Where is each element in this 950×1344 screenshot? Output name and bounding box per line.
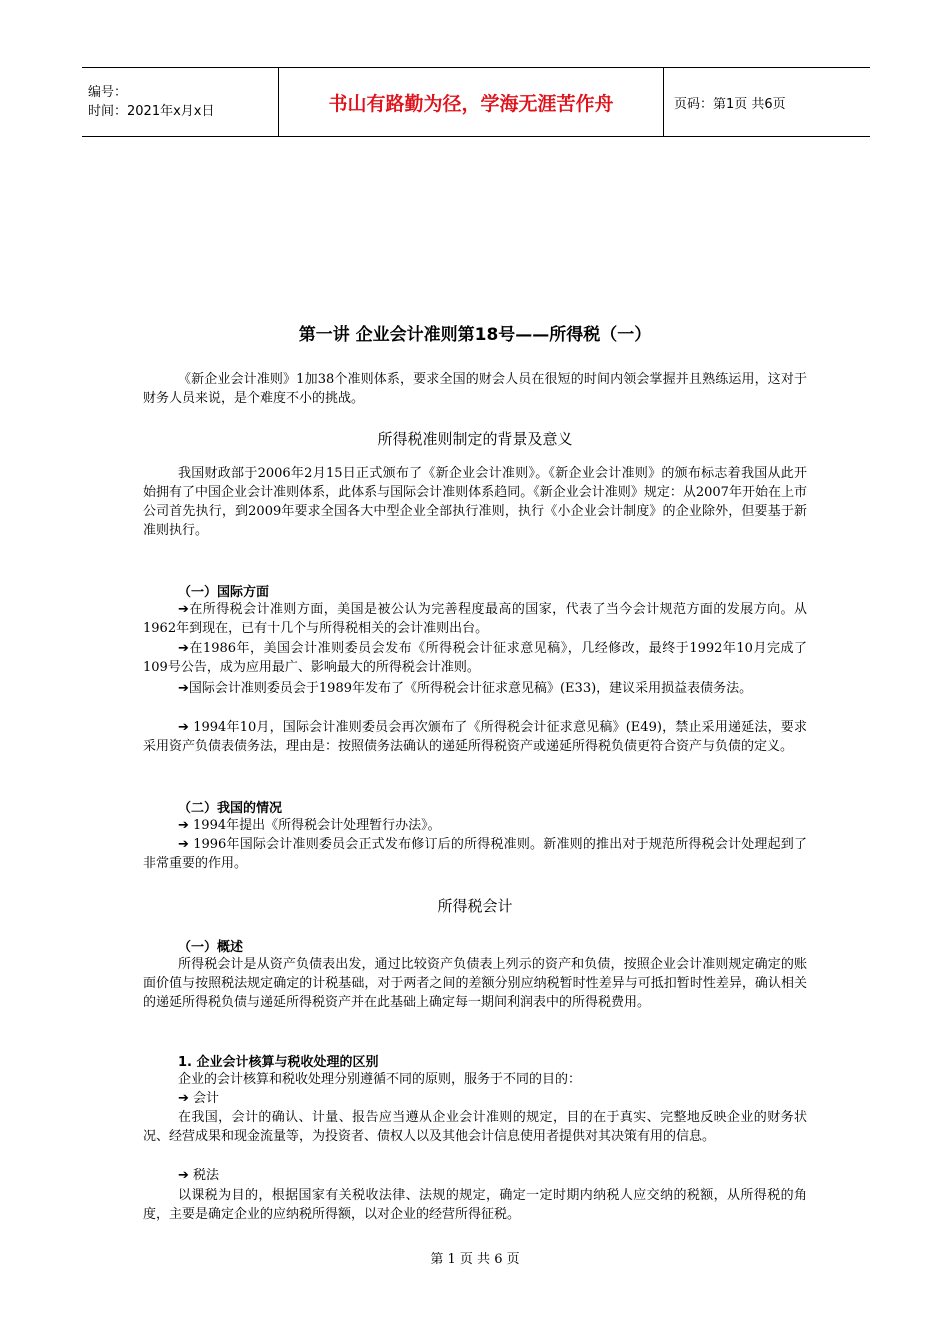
difference-heading: 1. 企业会计核算与税收处理的区别 bbox=[178, 1055, 379, 1070]
arrow-icon: ➔ bbox=[178, 602, 189, 617]
section-heading-background: 所得税准则制定的背景及意义 bbox=[377, 430, 573, 448]
arrow-icon: ➔ bbox=[178, 641, 189, 656]
cn-item: ➔ 1994年提出《所得税会计处理暂行办法》。 bbox=[178, 818, 441, 833]
header-meta bbox=[82, 68, 279, 136]
overview-heading: （一）概述 bbox=[178, 940, 244, 955]
accounting-label: ➔ 会计 bbox=[178, 1091, 220, 1106]
section-heading-tax-accounting: 所得税会计 bbox=[437, 897, 513, 915]
background-paragraph: 我国财政部于2006年2月15日正式颁布了《新企业会计准则》。《新企业会计准则》的颁布标志着我国从此开始拥有了中国企业会计准则体系，此体系与国际会计准则体系趋同。《新企业会计准则》规定：从2007年开始在上市公司首先执行，到2009年要求全国各大中型企业全部执行准则，执行《小企业会计制度》的企业除外，但要基于新准则执行。 bbox=[143, 466, 807, 538]
page-title: 第一讲 企业会计准则第18号——所得税（一） bbox=[298, 325, 652, 345]
intl-item: ➔在所得税会计准则方面，美国是被公认为完善程度最高的国家，代表了当今会计规范方面的发展方向。从1962年到现在，已有十几个与所得税相关的会计准则出台。 bbox=[143, 602, 807, 636]
arrow-icon: ➔ bbox=[178, 818, 189, 833]
motto-text: 书山有路勤为径，学海无涯苦作舟 bbox=[328, 92, 614, 115]
accounting-paragraph: 在我国，会计的确认、计量、报告应当遵从企业会计准则的规定，目的在于真实、完整地反映企业的财务状况、经营成果和现金流量等，为投资者、债权人以及其他会计信息使用者提供对其决策有用的信息。 bbox=[143, 1110, 807, 1144]
header-motto bbox=[279, 68, 664, 136]
arrow-icon: ➔ bbox=[178, 1091, 189, 1106]
intl-item: ➔ 1994年10月，国际会计准则委员会再次颁布了《所得税会计征求意见稿》(E49)，禁止采用递延法，要求采用资产负债表债务法，理由是：按照债务法确认的递延所得税资产或递延所得税负债更符合资产与负债的定义。 bbox=[143, 720, 807, 754]
arrow-icon: ➔ bbox=[178, 837, 189, 852]
page-header bbox=[82, 67, 870, 137]
intro-paragraph: 《新企业会计准则》1加38个准则体系，要求全国的财会人员在很短的时间内领会掌握并且熟练运用，这对于财务人员来说，是个难度不小的挑战。 bbox=[143, 372, 807, 406]
difference-intro: 企业的会计核算和税收处理分别遵循不同的原则，服务于不同的目的： bbox=[178, 1072, 582, 1087]
tax-law-paragraph: 以课税为目的，根据国家有关税收法律、法规的规定，确定一定时期内纳税人应交纳的税额，从所得税的角度，主要是确定企业的应纳税所得额，以对企业的经营所得征税。 bbox=[143, 1188, 807, 1222]
overview-paragraph: 所得税会计是从资产负债表出发，通过比较资产负债表上列示的资产和负债，按照企业会计准则规定确定的账面价值与按照税法规定确定的计税基础，对于两者之间的差额分别应纳税暂时性差异与可抵扣暂时性差异，确认相关的递延所得税负债与递延所得税资产并在此基础上确定每一期间利润表中的所得税费用。 bbox=[143, 957, 807, 1010]
intl-heading: （一）国际方面 bbox=[178, 585, 270, 600]
header-number: 编号： bbox=[88, 85, 128, 100]
arrow-icon: ➔ bbox=[178, 681, 189, 696]
header-date: 时间：2021年x月x日 bbox=[88, 104, 215, 119]
tax-law-label: ➔ 税法 bbox=[178, 1168, 220, 1183]
header-page bbox=[664, 68, 786, 136]
intl-item: ➔国际会计准则委员会于1989年发布了《所得税会计征求意见稿》(E33)，建议采用损益表债务法。 bbox=[178, 681, 753, 696]
arrow-icon: ➔ bbox=[178, 720, 189, 735]
intl-item: ➔在1986年，美国会计准则委员会发布《所得税会计征求意见稿》，几经修改，最终于1992年10月完成了109号公告，成为应用最广、影响最大的所得税会计准则。 bbox=[143, 641, 807, 675]
cn-heading: （二）我国的情况 bbox=[178, 801, 283, 816]
arrow-icon: ➔ bbox=[178, 1168, 189, 1183]
header-page-number: 页码：第1页 共6页 bbox=[674, 96, 786, 112]
cn-item: ➔ 1996年国际会计准则委员会正式发布修订后的所得税准则。新准则的推出对于规范所得税会计处理起到了非常重要的作用。 bbox=[143, 837, 807, 871]
page-footer: 第 1 页 共 6 页 bbox=[430, 1252, 520, 1267]
